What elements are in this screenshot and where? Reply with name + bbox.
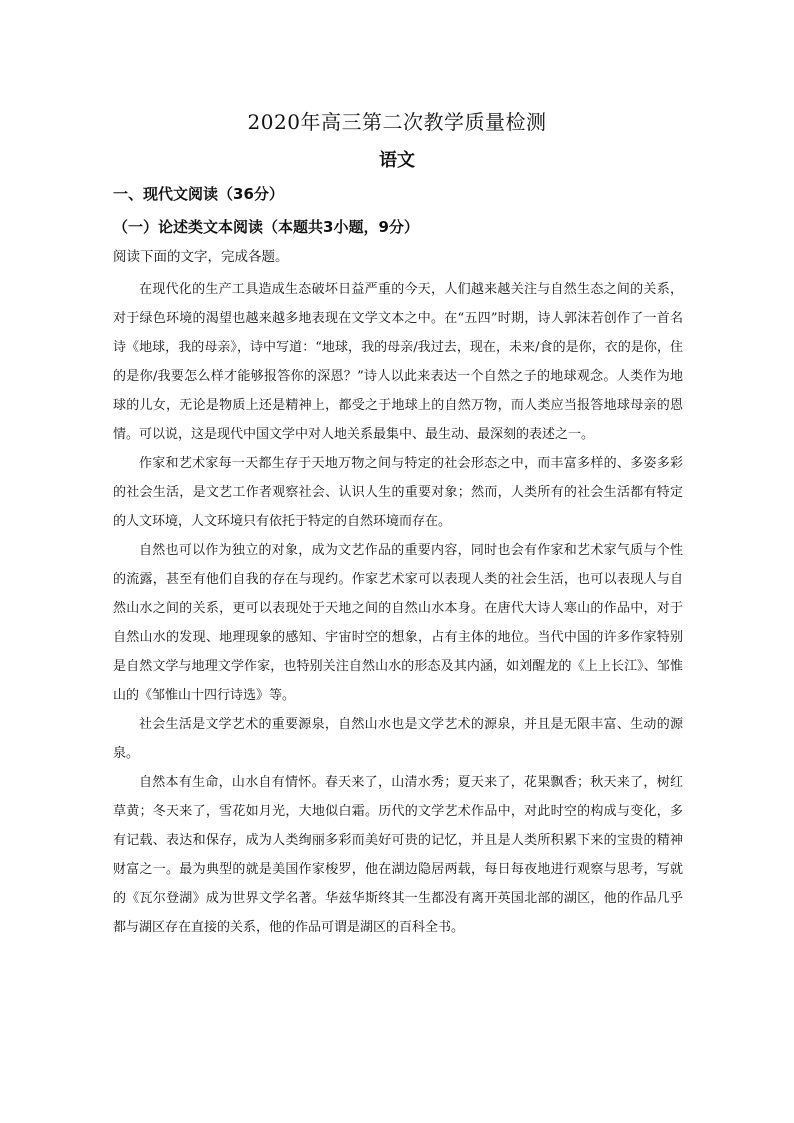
passage-paragraph: 在现代化的生产工具造成生态破坏日益严重的今天，人们越来越关注与自然生态之间的关系，对于绿色环境的渴望也越来越多地表现在文学文本之中。在“五四”时期，诗人郭沫若创作了一首名诗《地球，我的母亲》，诗中写道：“地球，我的母亲/我过去，现在，未来/食的是你，衣的是你，住的是你/我要怎么样才能够报答你的深恩？”诗人以此来表达一个自然之子的地球观念。人类作为地球的儿女，无论是物质上还是精神上，都受之于地球上的自然万物，而人类应当报答地球母亲的恩情。可以说，这是现代中国文学中对人地关系最集中、最生动、最深刻的表述之一。 bbox=[113, 282, 683, 442]
passage-paragraph: 社会生活是文学艺术的重要源泉，自然山水也是文学艺术的源泉，并且是无限丰富、生动的源泉。 bbox=[113, 717, 683, 761]
exam-title: 2020年高三第二次教学质量检测 bbox=[247, 110, 547, 134]
section-heading: 一、现代文阅读（36分） bbox=[113, 185, 284, 203]
reading-passage bbox=[113, 275, 683, 942]
sub-section-heading: （一）论述类文本阅读（本题共3小题，9分） bbox=[113, 218, 419, 236]
reading-instruction: 阅读下面的文字，完成各题。 bbox=[113, 249, 289, 265]
passage-paragraph: 自然本有生命，山水自有情怀。春天来了，山清水秀；夏天来了，花果飘香；秋天来了，树红草黄；冬天来了，雪花如月光，大地似白霜。历代的文学艺术作品中，对此时空的构成与变化，多有记载、表达和保存，成为人类绚丽多彩而美好可贵的记忆，并且是人类所积累下来的宝贵的精神财富之一。最为典型的就是美国作家梭罗，他在湖边隐居两载，每日每夜地进行观察与思考，写就的《瓦尔登湖》成为世界文学名著。华兹华斯终其一生都没有离开英国北部的湖区，他的作品几乎都与湖区存在直接的关系，他的作品可谓是湖区的百科全书。 bbox=[113, 775, 683, 935]
subject-title: 语文 bbox=[379, 150, 415, 171]
passage-paragraph: 自然也可以作为独立的对象，成为文艺作品的重要内容，同时也会有作家和艺术家气质与个性的流露，甚至有他们自我的存在与现约。作家艺术家可以表现人类的社会生活，也可以表现人与自然山水之间的关系，更可以表现处于天地之间的自然山水本身。在唐代大诗人寒山的作品中，对于自然山水的发现、地理现象的感知、宇宙时空的想象，占有主体的地位。当代中国的许多作家特别是自然文学与地理文学作家，也特别关注自然山水的形态及其内涵，如刘醒龙的《上上长江》、邹惟山的《邹惟山十四行诗选》等。 bbox=[113, 543, 683, 703]
passage-paragraph: 作家和艺术家每一天都生存于天地万物之间与特定的社会形态之中，而丰富多样的、多姿多彩的社会生活，是文艺工作者观察社会、认识人生的重要对象；然而，人类所有的社会生活都有特定的人文环境，人文环境只有依托于特定的自然环境而存在。 bbox=[113, 456, 683, 529]
